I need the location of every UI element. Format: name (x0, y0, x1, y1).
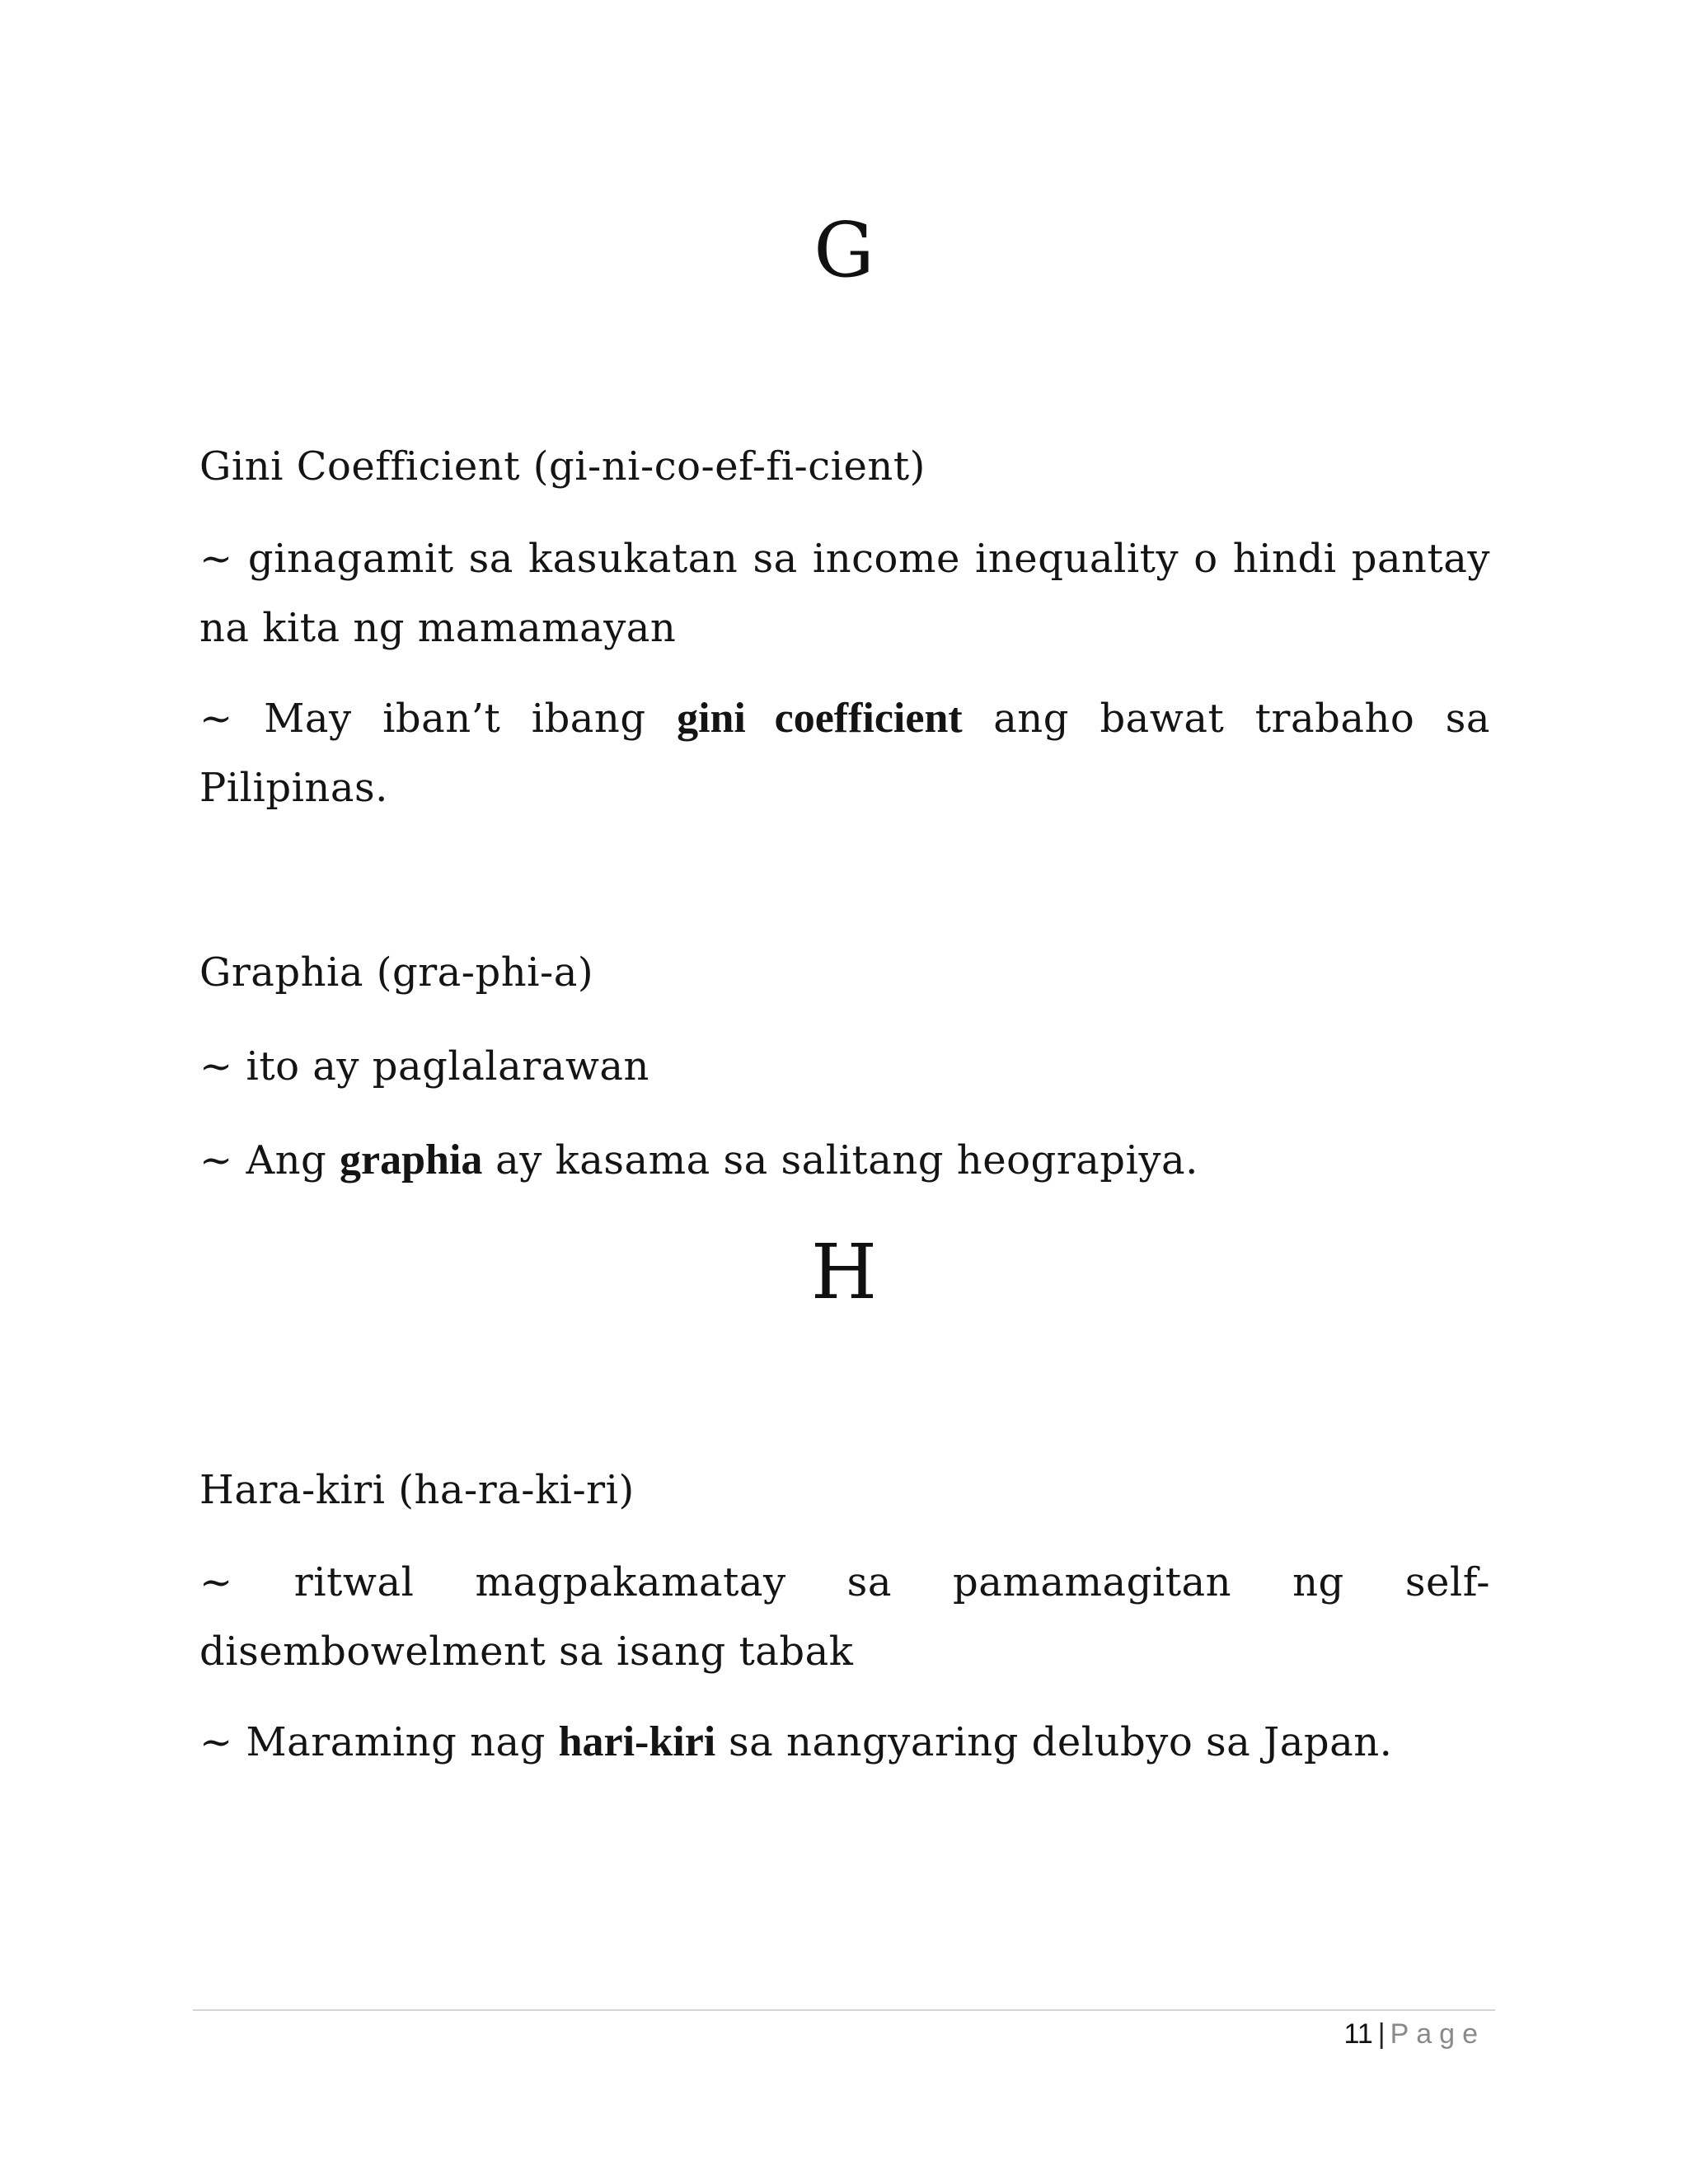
example-text-after: ang bawat trabaho sa Pilipinas. (199, 696, 1491, 811)
footer-separator: | (1377, 2018, 1386, 2050)
example-highlight-term: graphia (340, 1137, 483, 1183)
example-text-after: sa nangyaring delubyo sa Japan. (715, 1719, 1393, 1765)
example-highlight-term: gini coefficient (677, 695, 963, 742)
section-letter-g: G (814, 206, 874, 294)
page-number: 11 (1343, 2018, 1373, 2050)
page-footer (1343, 2014, 1485, 2054)
section-letter-h: H (810, 1228, 878, 1316)
example-text-before: ~ Ang (199, 1137, 340, 1183)
footer-divider (193, 2009, 1495, 2011)
entry-definition-graphia: ~ ito ay paglalarawan (199, 1043, 649, 1090)
example-highlight-term: hari-kiri (558, 1718, 716, 1765)
example-text-before: ~ Maraming nag (199, 1719, 559, 1765)
example-text-after: ay kasama sa salitang heograpiya. (482, 1137, 1198, 1183)
page-label: Page (1390, 2018, 1485, 2050)
entry-example-gini-coefficient (199, 684, 1490, 823)
entry-term-graphia: Graphia (gra-phi-a) (199, 949, 594, 996)
entry-example-hara-kiri (199, 1708, 1490, 1777)
entry-example-graphia (199, 1126, 1490, 1195)
entry-term-gini-coefficient: Gini Coefficient (gi-ni-co-ef-fi-cient) (199, 443, 926, 490)
example-text-before: ~ May iban’t ibang (199, 696, 678, 742)
entry-definition-gini-coefficient: ~ ginagamit sa kasukatan sa income inequality o hindi pantay na kita ng mamamayan (199, 536, 1490, 651)
entry-term-hara-kiri: Hara-kiri (ha-ra-ki-ri) (199, 1467, 635, 1513)
entry-definition-hara-kiri: ~ ritwal magpakamatay sa pamamagitan ng self-disembowelment sa isang tabak (199, 1559, 1490, 1675)
